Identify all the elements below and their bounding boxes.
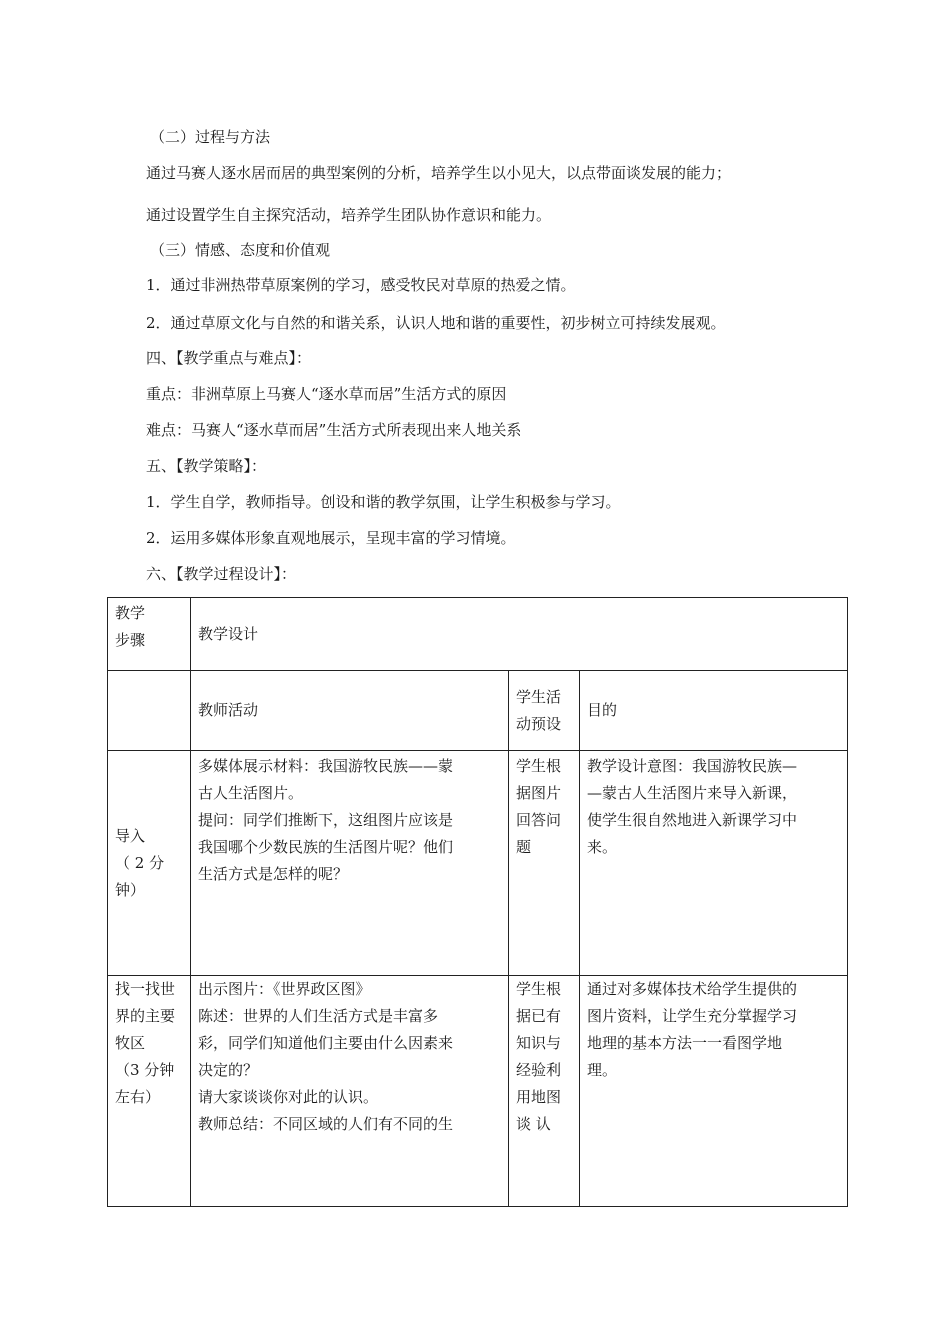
design-header: 教学设计 — [191, 598, 848, 671]
table-subheader-row — [108, 671, 848, 751]
heading-process-methods: （二）过程与方法 — [150, 128, 271, 146]
paragraph: 通过马赛人逐水居而居的典型案例的分析，培养学生以小见大，以点带面谈发展的能力； — [146, 164, 732, 182]
teacher-activity-cell: 出示图片：《世界政区图》 陈述：世界的人们生活方式是丰富多 彩，同学们知道他们主要由什么因素来 决定的？ 请大家谈谈你对此的认识。 教师总结：不同区域的人们有不同的生 — [191, 976, 509, 1207]
paragraph: 1．通过非洲热带草原案例的学习，感受牧民对草原的热爱之情。 — [146, 276, 576, 294]
paragraph: 2．通过草原文化与自然的和谐关系，认识人地和谐的重要性，初步树立可持续发展观。 — [146, 314, 726, 332]
paragraph: 1．学生自学，教师指导。创设和谐的教学氛围，让学生积极参与学习。 — [146, 493, 621, 511]
student-activity-header: 学生活 动预设 — [509, 671, 580, 751]
teacher-activity-header: 教师活动 — [191, 671, 509, 751]
paragraph: 重点：非洲草原上马赛人“逐水草而居”生活方式的原因 — [146, 385, 507, 403]
student-activity-cell: 学生根 据图片 回答问 题 — [509, 751, 580, 976]
teacher-activity-cell: 多媒体展示材料：我国游牧民族——蒙 古人生活图片。 提问：同学们推断下，这组图片应该是 我国哪个少数民族的生活图片呢？他们 生活方式是怎样的呢？ — [191, 751, 509, 976]
purpose-header: 目的 — [580, 671, 848, 751]
table-row — [108, 751, 848, 976]
step-cell: 导入 （ 2 分 钟） — [108, 751, 191, 976]
paragraph: 2．运用多媒体形象直观地展示，呈现丰富的学习情境。 — [146, 529, 516, 547]
paragraph: 通过设置学生自主探究活动，培养学生团队协作意识和能力。 — [146, 206, 552, 224]
step-cell: 找一找世 界的主要 牧区 （3 分钟 左右） — [108, 976, 191, 1207]
purpose-cell: 教学设计意图：我国游牧民族— —蒙古人生活图片来导入新课， 使学生很自然地进入新课学习中 来。 — [580, 751, 848, 976]
empty-cell — [108, 671, 191, 751]
step-header: 教学 步骤 — [108, 598, 191, 671]
student-activity-cell: 学生根 据已有 知识与 经验利 用地图 谈 认 — [509, 976, 580, 1207]
purpose-cell: 通过对多媒体技术给学生提供的 图片资料，让学生充分掌握学习 地理的基本方法一一看图学地 理。 — [580, 976, 848, 1207]
heading-key-points: 四、【教学重点与难点】： — [146, 349, 312, 367]
heading-process-design: 六、【教学过程设计】： — [146, 565, 297, 583]
heading-emotion-values: （三）情感、态度和价值观 — [150, 241, 331, 259]
table-header-row — [108, 598, 848, 671]
paragraph: 难点：马赛人“逐水草而居”生活方式所表现出来人地关系 — [146, 421, 522, 439]
heading-strategy: 五、【教学策略】： — [146, 457, 267, 475]
teaching-process-table — [107, 597, 848, 1207]
table-row — [108, 976, 848, 1207]
